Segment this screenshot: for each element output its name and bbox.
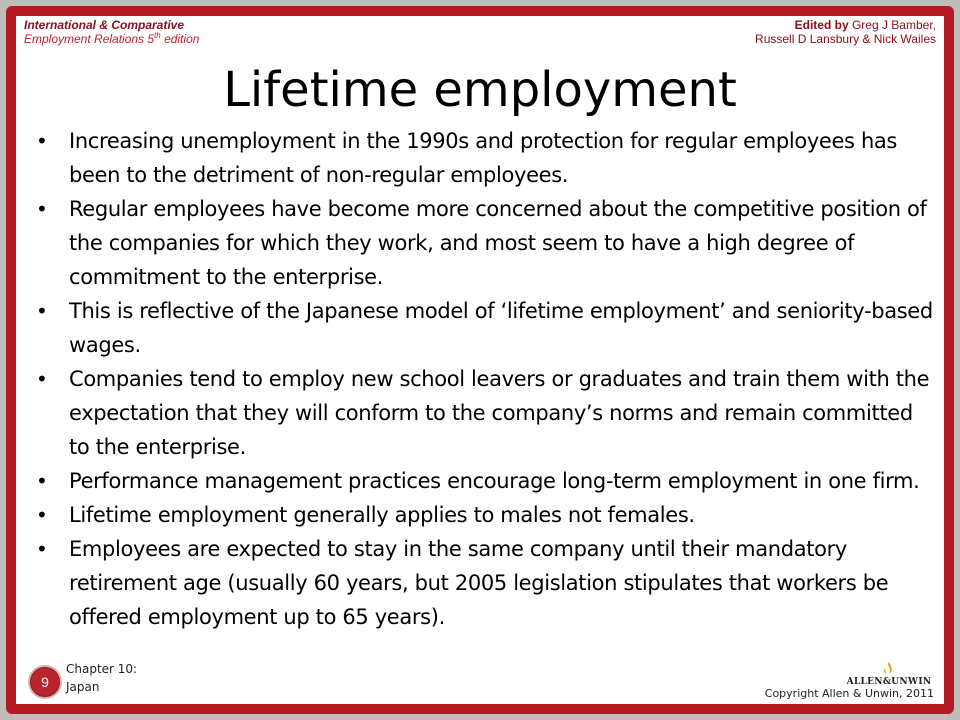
bullet-text: Companies tend to employ new school leavers or graduates and train them with the expectation that they will conform to the company’s norms and remain committed to the enterprise. <box>69 367 930 459</box>
publisher-name: ALLEN&UNWIN <box>846 677 932 687</box>
book-title: International & Comparative <box>24 18 185 32</box>
edited-by-label: Edited by <box>794 18 849 32</box>
edition-sup: th <box>154 31 161 40</box>
bullet-dot-icon: • <box>36 367 48 391</box>
chapter-label <box>66 660 137 696</box>
bullet-text: Employees are expected to stay in the same company until their mandatory retirement age (usually 60 years, but 2005 legislation stipulates that workers be offered employment up to 65 years). <box>69 537 889 629</box>
edition-prefix: Employment Relations 5 <box>24 32 155 46</box>
bullet-item <box>34 464 939 498</box>
editors-header <box>755 18 936 46</box>
bullet-item <box>34 362 939 464</box>
copyright-text: Copyright Allen & Unwin, 2011 <box>764 687 934 700</box>
bullet-text: Lifetime employment generally applies to males not females. <box>69 503 695 527</box>
chapter-number: Chapter 10: <box>66 662 138 676</box>
bullet-text: Regular employees have become more concerned about the competitive position of the companies for which they work, and most seem to have a high degree of commitment to the enterprise. <box>69 197 927 289</box>
bullet-list <box>34 124 939 634</box>
bullet-item <box>34 294 939 362</box>
edition-suffix: edition <box>160 32 200 46</box>
editors-line2: Russell D Lansbury & Nick Wailes <box>755 32 936 46</box>
editors-line1: Greg J Bamber, <box>848 18 936 32</box>
bullet-dot-icon: • <box>36 129 48 153</box>
bullet-dot-icon: • <box>36 299 48 323</box>
bullet-text: Increasing unemployment in the 1990s and protection for regular employees has been to the detriment of non-regular employees. <box>69 129 898 187</box>
book-edition <box>24 32 199 46</box>
bullet-dot-icon: • <box>36 197 48 221</box>
bullet-text: This is reflective of the Japanese model of ‘lifetime employment’ and seniority-based wages. <box>69 299 933 357</box>
page-number-badge: 9 <box>28 665 62 699</box>
book-title-header <box>24 18 199 46</box>
flame-logo-icon <box>878 661 900 675</box>
bullet-item <box>34 498 939 532</box>
bullet-item <box>34 192 939 294</box>
slide-title: Lifetime employment <box>223 62 737 118</box>
bullet-dot-icon: • <box>36 537 48 561</box>
bullet-item <box>34 532 939 634</box>
bullet-dot-icon: • <box>36 503 48 527</box>
bullet-dot-icon: • <box>36 469 48 493</box>
bullet-item <box>34 124 939 192</box>
publisher-logo <box>844 660 934 687</box>
chapter-name: Japan <box>66 680 100 694</box>
bullet-text: Performance management practices encourage long-term employment in one firm. <box>69 469 920 493</box>
